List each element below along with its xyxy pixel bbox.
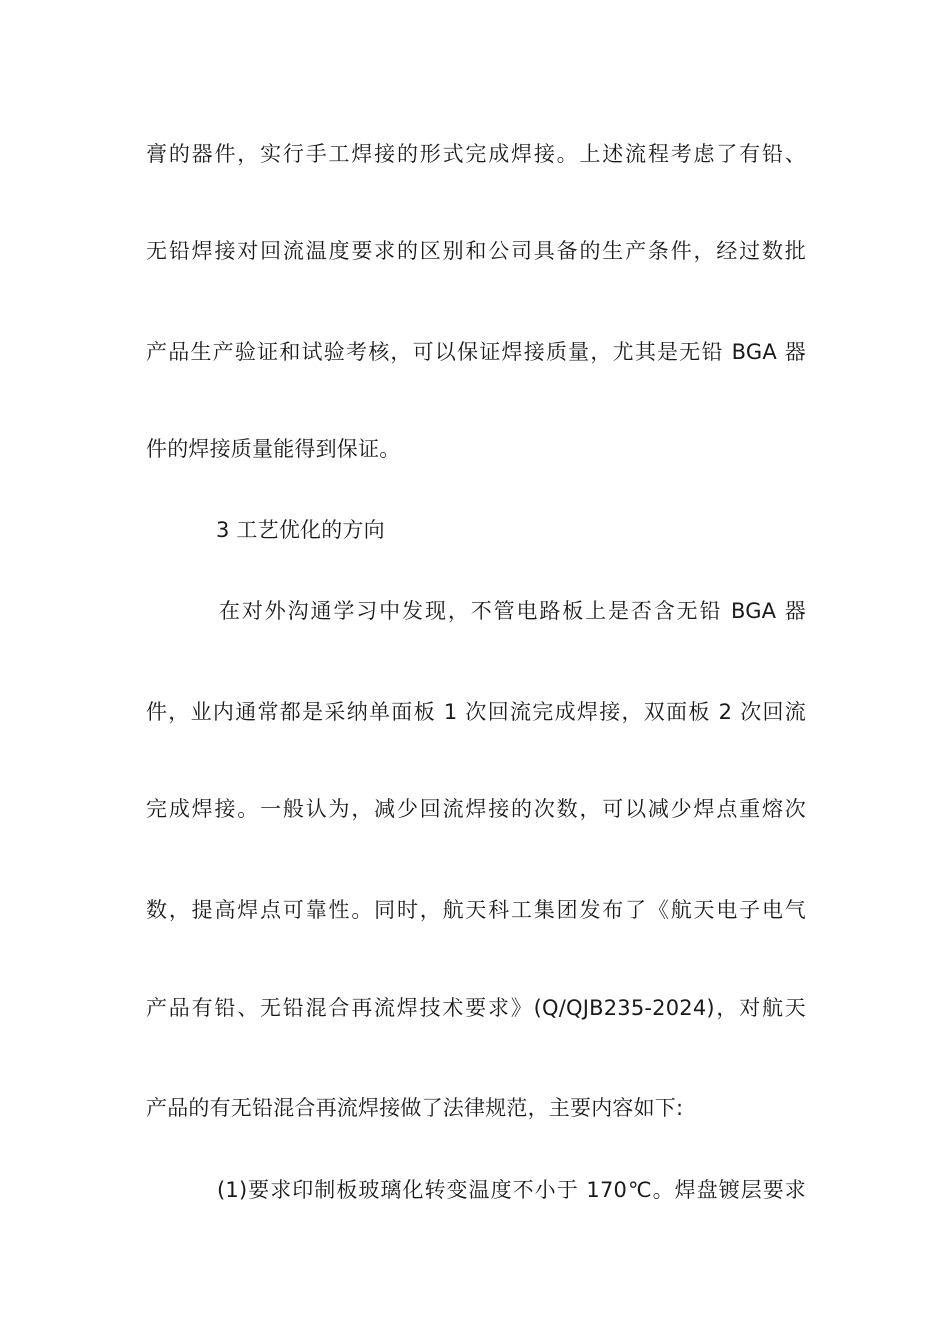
paragraph-line: 完成焊接。一般认为，减少回流焊接的次数，可以减少焊点重熔次 <box>146 797 806 821</box>
paragraph-line: 数，提高焊点可靠性。同时，航天科工集团发布了《航天电子电气 <box>146 898 806 922</box>
section-heading: 3 工艺优化的方向 <box>216 518 385 542</box>
paragraph-line: 件的焊接质量能得到保证。 <box>146 437 401 461</box>
paragraph-line: 件，业内通常都是采纳单面板 1 次回流完成焊接，双面板 2 次回流 <box>146 700 806 724</box>
list-item-line: (1)要求印制板玻璃化转变温度不小于 170℃。焊盘镀层要求 <box>217 1178 806 1202</box>
paragraph-line: 膏的器件，实行手工焊接的形式完成焊接。上述流程考虑了有铅、 <box>146 142 806 166</box>
paragraph-line: 产品的有无铅混合再流焊接做了法律规范，主要内容如下: <box>146 1096 684 1120</box>
paragraph-line: 无铅焊接对回流温度要求的区别和公司具备的生产条件，经过数批 <box>146 239 806 263</box>
paragraph-line: 在对外沟通学习中发现，不管电路板上是否含无铅 BGA 器 <box>219 599 806 623</box>
paragraph-line: 产品生产验证和试验考核，可以保证焊接质量，尤其是无铅 BGA 器 <box>146 340 806 364</box>
paragraph-line: 产品有铅、无铅混合再流焊技术要求》(Q/QJB235-2024)，对航天 <box>146 996 806 1020</box>
